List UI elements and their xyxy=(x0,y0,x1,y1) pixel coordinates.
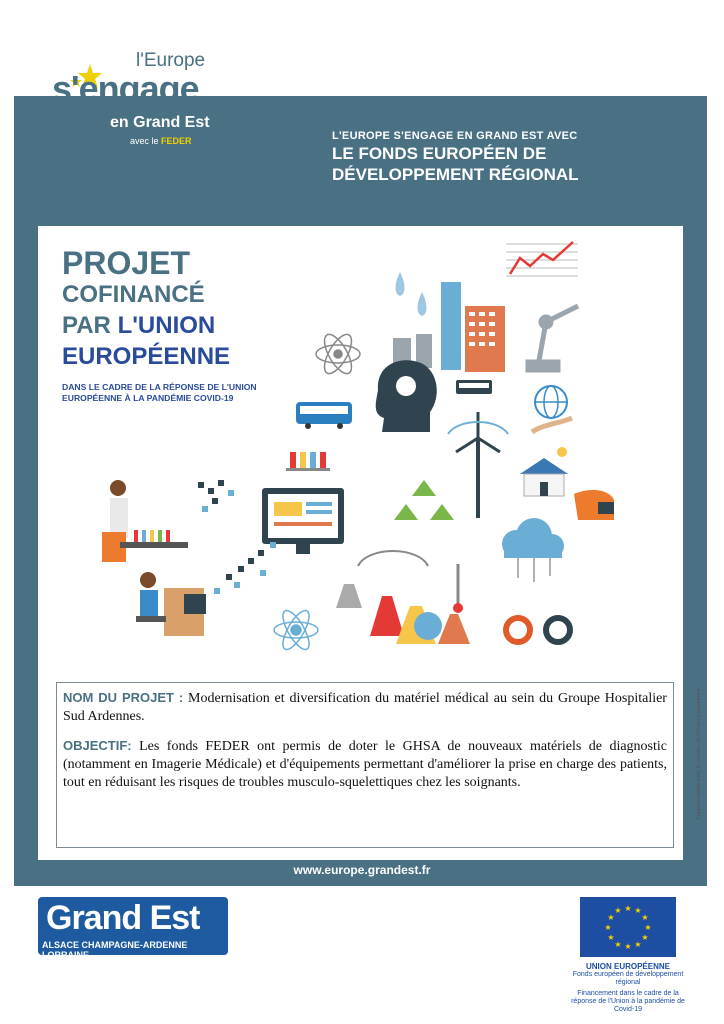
scientist-figure-icon xyxy=(102,480,188,562)
svg-text:★: ★ xyxy=(624,904,632,913)
europe-engage-logo xyxy=(48,48,218,158)
eu-flag-icon xyxy=(580,897,676,957)
svg-text:★: ★ xyxy=(614,940,622,949)
covid-subtitle: DANS LE CADRE DE LA RÉPONSE DE L'UNION EUROPÉENNE À LA PANDÉMIE COVID-19 xyxy=(62,382,257,403)
eu-fund: Fonds européen de développement régional xyxy=(572,971,684,986)
worker-at-desk-icon xyxy=(136,572,206,636)
title-line-3: PAR L'UNION xyxy=(62,312,216,339)
objective-text: Les fonds FEDER ont permis de doter le GHSA de nouveaux matériels de diagnostic (notamment en Imagerie Médicale) et d'équipements permettant d'améliorer la prise en charge des patients, tout en réduisant les risques de troubles musculo-squelettiques chez les soignants. xyxy=(63,739,667,790)
city-buildings-icon xyxy=(393,282,505,372)
title-line-2: COFINANCÉ xyxy=(62,281,205,308)
eu-title: UNION EUROPÉENNE xyxy=(585,962,670,971)
header-line-2: LE FONDS EUROPÉEN DE xyxy=(332,144,547,163)
project-title xyxy=(62,245,231,372)
gears-icon xyxy=(506,618,570,642)
project-description xyxy=(56,682,674,848)
wind-turbine-icon xyxy=(448,412,508,518)
cloud-network-icon xyxy=(502,518,564,582)
project-name-label: NOM DU PROJET : xyxy=(63,690,184,705)
robot-arm-icon xyxy=(528,306,578,370)
thinking-head-icon xyxy=(376,360,437,432)
logo-line-4: avec le FEDER xyxy=(130,136,192,146)
header-line-1: L'EUROPE S'ENGAGE EN GRAND EST AVEC xyxy=(332,130,578,142)
globe-hand-icon xyxy=(532,386,572,432)
project-name-text: Modernisation et diversification du matériel médical au sein du Groupe Hospitalier Sud Ardennes. xyxy=(63,691,667,724)
svg-text:★: ★ xyxy=(607,913,615,922)
eu-caption xyxy=(565,962,691,1014)
water-drop-icon xyxy=(396,272,427,316)
svg-text:★: ★ xyxy=(604,923,612,932)
vr-headset-icon xyxy=(574,490,614,520)
header-line-3: DÉVELOPPEMENT RÉGIONAL xyxy=(332,165,579,184)
objective-label: OBJECTIF: xyxy=(63,738,132,753)
lab-flasks-icon xyxy=(336,551,470,644)
svg-text:★: ★ xyxy=(634,906,642,915)
recycle-icon xyxy=(394,480,454,520)
svg-text:★: ★ xyxy=(644,923,652,932)
svg-text:★: ★ xyxy=(641,913,649,922)
test-tubes-icon xyxy=(286,452,330,471)
growth-chart-icon xyxy=(506,242,578,276)
svg-text:★: ★ xyxy=(607,933,615,942)
eu-note: Financement dans le cadre de la réponse de l'Union à la pandémie de Covid-19 xyxy=(571,990,685,1013)
title-line-4: EUROPÉENNE xyxy=(62,343,231,370)
logo-line-1: l'Europe xyxy=(136,50,206,71)
logo-line-2: s'engage xyxy=(52,68,199,109)
svg-text:★: ★ xyxy=(641,933,649,942)
svg-text:★: ★ xyxy=(634,940,642,949)
grand-est-name: Grand Est xyxy=(46,899,200,937)
content-panel xyxy=(38,226,683,860)
svg-text:★: ★ xyxy=(624,942,632,951)
solar-house-icon xyxy=(520,447,568,496)
website-link[interactable]: www.europe.grandest.fr xyxy=(293,863,431,877)
feder-header xyxy=(332,130,579,184)
logo-line-3: en Grand Est xyxy=(110,114,210,131)
atom-icon xyxy=(316,330,360,377)
title-line-1: PROJET xyxy=(62,245,191,281)
support-note: Support réalisé avec le soutien de l'Union européenne xyxy=(696,688,702,820)
svg-text:★: ★ xyxy=(614,906,622,915)
grand-est-logo xyxy=(38,897,228,960)
grand-est-tagline: ALSACE CHAMPAGNE-ARDENNE LORRAINE xyxy=(42,940,188,960)
project-name-paragraph xyxy=(63,689,667,726)
molecule-icon xyxy=(274,607,318,653)
objective-paragraph xyxy=(63,737,667,792)
